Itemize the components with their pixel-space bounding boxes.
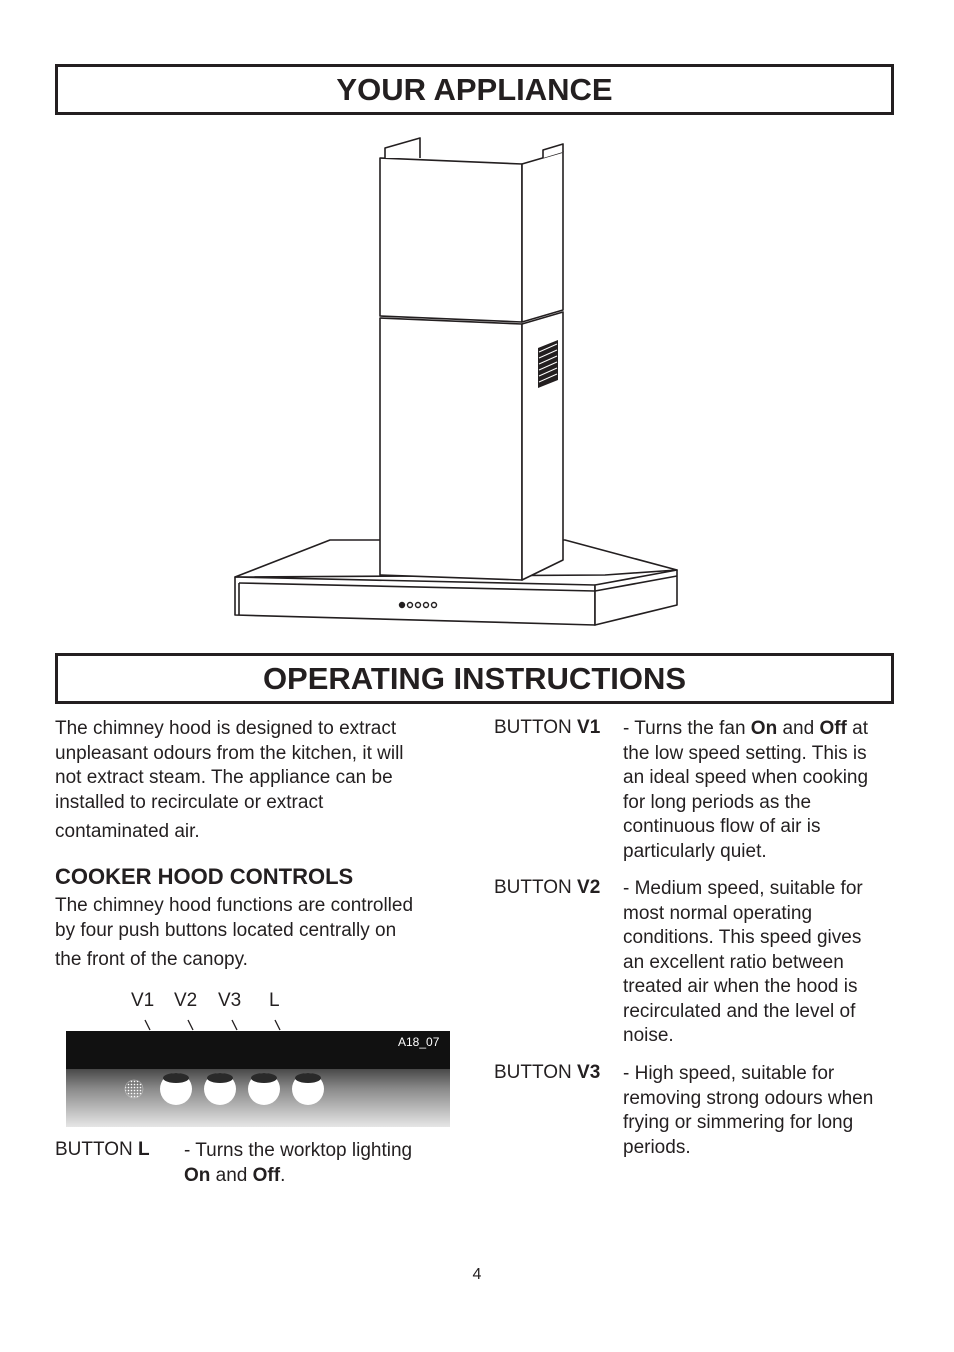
and-word: and	[215, 1164, 248, 1186]
button-prefix: BUTTON	[494, 877, 572, 898]
button-v1-label	[494, 717, 600, 739]
desc-line: for long periods as the	[623, 791, 812, 813]
button-prefix: BUTTON	[55, 1139, 133, 1160]
image-code: A18_07	[398, 1035, 440, 1049]
section-title-text: OPERATING INSTRUCTIONS	[262, 661, 687, 696]
label-v1: V1	[131, 990, 155, 1011]
desc-line	[184, 1164, 454, 1189]
desc-line: conditions. This speed gives	[623, 927, 862, 948]
controls-heading: COOKER HOOD CONTROLS	[55, 864, 354, 889]
period: .	[280, 1164, 286, 1186]
off-word: Off	[819, 718, 847, 739]
button-v3-label	[494, 1062, 600, 1084]
intro-line: The chimney hood is designed to extract	[55, 718, 397, 739]
intro-line: unpleasant odours from the kitchen, it will	[55, 742, 404, 764]
controls-paragraph	[55, 894, 413, 973]
desc-line: removing strong odours when	[623, 1087, 874, 1109]
on-word: On	[184, 1164, 211, 1186]
button-id: V1	[577, 717, 601, 738]
desc-line	[623, 717, 903, 742]
button-id: V2	[577, 877, 601, 898]
button-v2-description	[623, 877, 903, 1049]
desc-line: treated air when the hood is	[623, 976, 858, 997]
desc-line: frying or simmering for long	[623, 1112, 854, 1133]
section-title-text: YOUR APPLIANCE	[336, 72, 613, 107]
desc-line: the low speed setting. This is	[623, 742, 867, 764]
desc-line: most normal operating	[623, 902, 813, 924]
button-l-description	[184, 1139, 454, 1188]
and-word: and	[782, 718, 815, 739]
label-v2: V2	[174, 990, 198, 1011]
button-id: V3	[577, 1062, 601, 1083]
intro-paragraph	[55, 717, 404, 845]
controls-line: The chimney hood functions are controlled	[55, 895, 414, 916]
button-v1-description	[623, 717, 903, 864]
button-l-label	[55, 1139, 150, 1161]
section-title-operating-instructions	[55, 653, 894, 704]
controls-line: the front of the canopy.	[55, 949, 248, 970]
off-word: Off	[252, 1164, 281, 1186]
desc-line: an ideal speed when cooking	[623, 767, 869, 788]
desc-text: - Turns the fan	[623, 718, 746, 739]
button-prefix: BUTTON	[494, 1062, 572, 1083]
desc-text: at	[852, 718, 869, 739]
page-number: 4	[472, 1266, 482, 1283]
control-panel-photo	[64, 1017, 452, 1129]
label-v3: V3	[218, 990, 242, 1011]
label-l: L	[269, 990, 280, 1011]
controls-line: by four push buttons located centrally on	[55, 919, 397, 941]
desc-line: - Medium speed, suitable for	[623, 878, 863, 899]
desc-line: - High speed, suitable for	[623, 1063, 835, 1084]
desc-line: recirculated and the level of	[623, 1000, 856, 1022]
desc-line: periods.	[623, 1136, 691, 1158]
section-title-your-appliance	[55, 64, 894, 115]
button-prefix: BUTTON	[494, 717, 572, 738]
desc-line: particularly quiet.	[623, 840, 767, 862]
button-v2-label	[494, 877, 600, 899]
desc-line: an excellent ratio between	[623, 951, 844, 973]
button-id: L	[138, 1139, 150, 1160]
on-word: On	[750, 718, 778, 739]
desc-line: continuous flow of air is	[623, 816, 821, 837]
button-v3-description	[623, 1062, 903, 1160]
intro-line: installed to recirculate or extract	[55, 791, 324, 813]
desc-line: noise.	[623, 1025, 674, 1046]
chimney-hood-illustration	[225, 130, 695, 640]
intro-line: contaminated air.	[55, 821, 200, 842]
vent-grille	[538, 340, 558, 388]
desc-line: - Turns the worktop lighting	[184, 1140, 413, 1161]
intro-line: not extract steam. The appliance can be	[55, 767, 393, 788]
